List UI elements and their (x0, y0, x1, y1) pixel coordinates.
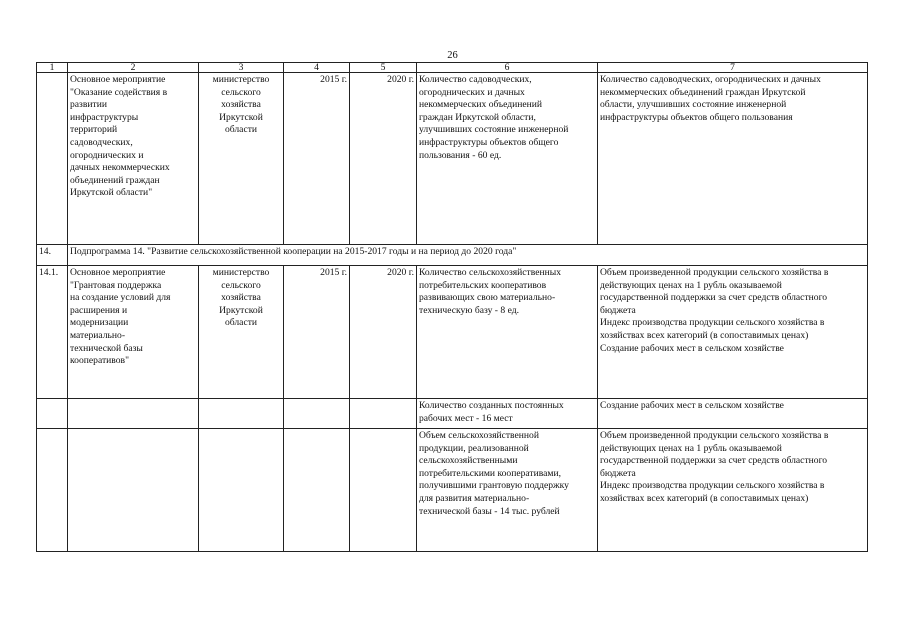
start-year-cell (284, 399, 350, 429)
executor-cell: министерство сельского хозяйства Иркутской области (199, 266, 284, 399)
end-year-cell (350, 429, 417, 552)
result-cell: Объем произведенной продукции сельского хозяйства в действующих ценах на 1 рубль оказываемой государственной поддержки за счет средств областного бюджета Индекс производства продукции сельского хозяйства в хозяйствах всех категорий (в сопоставимых ценах) Создание рабочих мест в сельском хозяйстве (598, 266, 868, 399)
page-number: 26 (447, 50, 458, 61)
header-col-5: 5 (350, 63, 417, 73)
start-year-cell: 2015 г. (284, 73, 350, 245)
result-cell: Количество садоводческих, огороднических и дачных некоммерческих объединений граждан Иркутской области, улучшивших состояние инженерной инфраструктуры объектов общего пользования (598, 73, 868, 245)
row-number: 14.1. (37, 266, 68, 399)
indicator-cell: Объем сельскохозяйственной продукции, реализованной сельскохозяйственными потребительскими кооперативами, получившими грантовую поддержку для развития материально- технической базы - 14 тыс. рублей (417, 429, 598, 552)
header-col-2: 2 (68, 63, 199, 73)
measure-cell (68, 429, 199, 552)
result-cell: Создание рабочих мест в сельском хозяйстве (598, 399, 868, 429)
subprogram-row (37, 245, 868, 266)
row-number (37, 429, 68, 552)
end-year-cell: 2020 г. (350, 266, 417, 399)
end-year-cell (350, 399, 417, 429)
measure-cell: Основное мероприятие "Оказание содействия в развитии инфраструктуры территорий садоводческих, огороднических и дачных некоммерческих объединений граждан Иркутской области" (68, 73, 199, 245)
table-row (37, 399, 868, 429)
table-row (37, 73, 868, 245)
header-col-6: 6 (417, 63, 598, 73)
measure-cell (68, 399, 199, 429)
end-year-cell: 2020 г. (350, 73, 417, 245)
indicator-cell: Количество сельскохозяйственных потребительских кооперативов развивающих свою материально- техническую базу - 8 ед. (417, 266, 598, 399)
indicator-cell: Количество созданных постоянных рабочих мест - 16 мест (417, 399, 598, 429)
start-year-cell: 2015 г. (284, 266, 350, 399)
header-col-7: 7 (598, 63, 868, 73)
executor-cell (199, 429, 284, 552)
row-number (37, 399, 68, 429)
header-row (37, 63, 868, 73)
header-col-4: 4 (284, 63, 350, 73)
start-year-cell (284, 429, 350, 552)
indicator-cell: Количество садоводческих, огороднических и дачных некоммерческих объединений граждан Иркутской области, улучшивших состояние инженерной инфраструктуры объектов общего пользования - 60 ед. (417, 73, 598, 245)
executor-cell: министерство сельского хозяйства Иркутской области (199, 73, 284, 245)
table-row (37, 429, 868, 552)
program-table (36, 62, 868, 552)
executor-cell (199, 399, 284, 429)
header-col-3: 3 (199, 63, 284, 73)
result-cell: Объем произведенной продукции сельского хозяйства в действующих ценах на 1 рубль оказываемой государственной поддержки за счет средств областного бюджета Индекс производства продукции сельского хозяйства в хозяйствах всех категорий (в сопоставимых ценах) (598, 429, 868, 552)
table-row (37, 266, 868, 399)
measure-cell: Основное мероприятие "Грантовая поддержка на создание условий для расширения и модернизации материально- технической базы кооперативов" (68, 266, 199, 399)
row-number (37, 73, 68, 245)
header-col-1: 1 (37, 63, 68, 73)
subprogram-title: Подпрограмма 14. "Развитие сельскохозяйственной кооперации на 2015-2017 годы и на период до 2020 года" (68, 245, 868, 266)
subprogram-number: 14. (37, 245, 68, 266)
